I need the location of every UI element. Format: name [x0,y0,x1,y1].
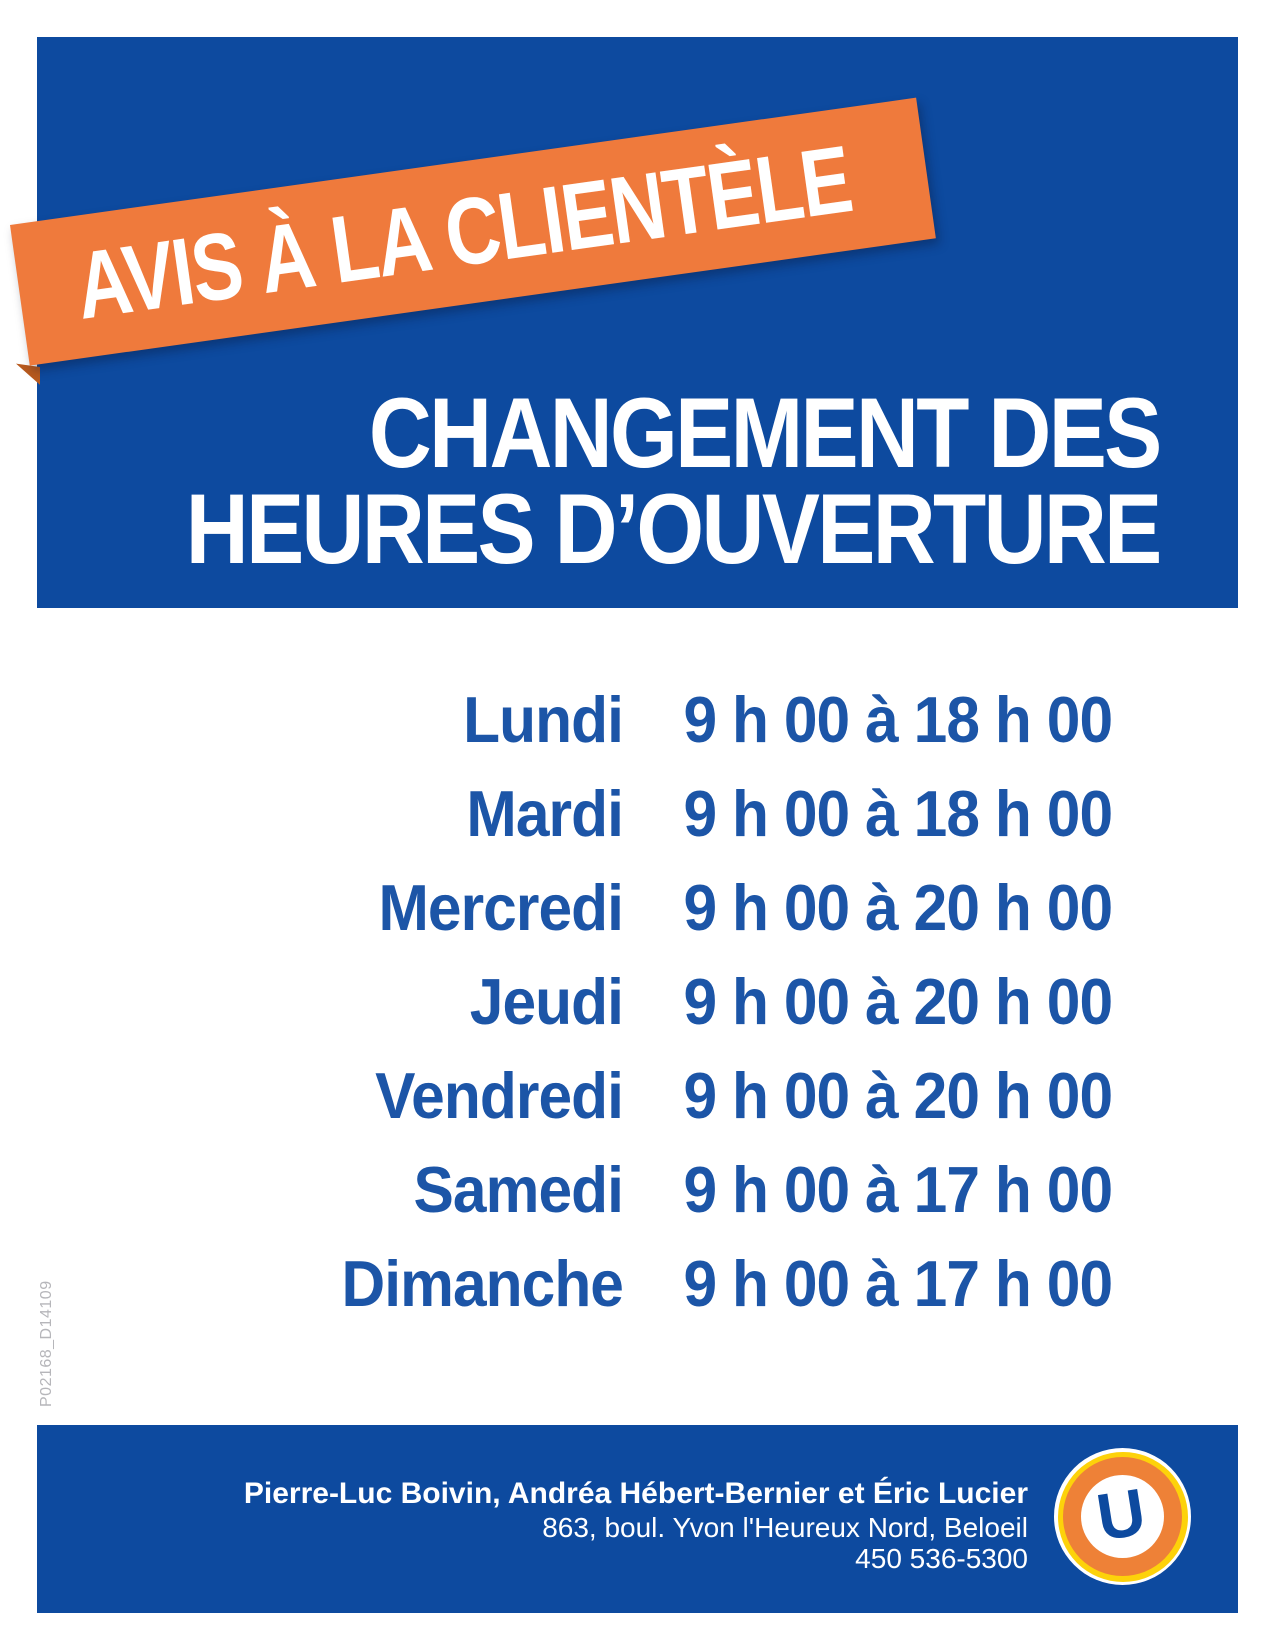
opening-hours-table [0,672,1275,1330]
day-label: Lundi [463,682,623,756]
table-row [0,1048,1275,1142]
day-label: Vendredi [375,1058,623,1132]
time-value: 9 h 00 à 17 h 00 [683,1246,1113,1320]
table-row [0,1236,1275,1330]
time-value: 9 h 00 à 20 h 00 [683,870,1113,944]
time-value: 9 h 00 à 18 h 00 [683,682,1113,756]
table-row [0,860,1275,954]
store-address: 863, boul. Yvon l'Heureux Nord, Beloeil [542,1512,1028,1543]
table-row [0,1142,1275,1236]
time-value: 9 h 00 à 18 h 00 [683,776,1113,850]
time-value: 9 h 00 à 20 h 00 [683,1058,1113,1132]
day-label: Dimanche [341,1246,623,1320]
store-phone: 450 536-5300 [855,1543,1028,1574]
logo-u-letter: U [1091,1473,1151,1554]
table-row [0,672,1275,766]
day-label: Mercredi [378,870,623,944]
owner-names: Pierre-Luc Boivin, Andréa Hébert-Bernier et Éric Lucier [243,1477,1028,1510]
page-title [186,377,1160,584]
table-row [0,766,1275,860]
footer-contact-block [244,1476,1028,1574]
day-label: Jeudi [469,964,623,1038]
day-label: Mardi [466,776,623,850]
print-code: P02168_D14109 [38,1280,55,1407]
uniprix-logo [1054,1448,1191,1585]
page-title-line1: CHANGEMENT DES [369,377,1160,488]
ribbon-label: AVIS À LA CLIENTÈLE [69,126,858,340]
time-value: 9 h 00 à 17 h 00 [683,1152,1113,1226]
time-value: 9 h 00 à 20 h 00 [683,964,1113,1038]
day-label: Samedi [413,1152,623,1226]
page-title-line2: HEURES D’OUVERTURE [186,473,1160,584]
table-row [0,954,1275,1048]
